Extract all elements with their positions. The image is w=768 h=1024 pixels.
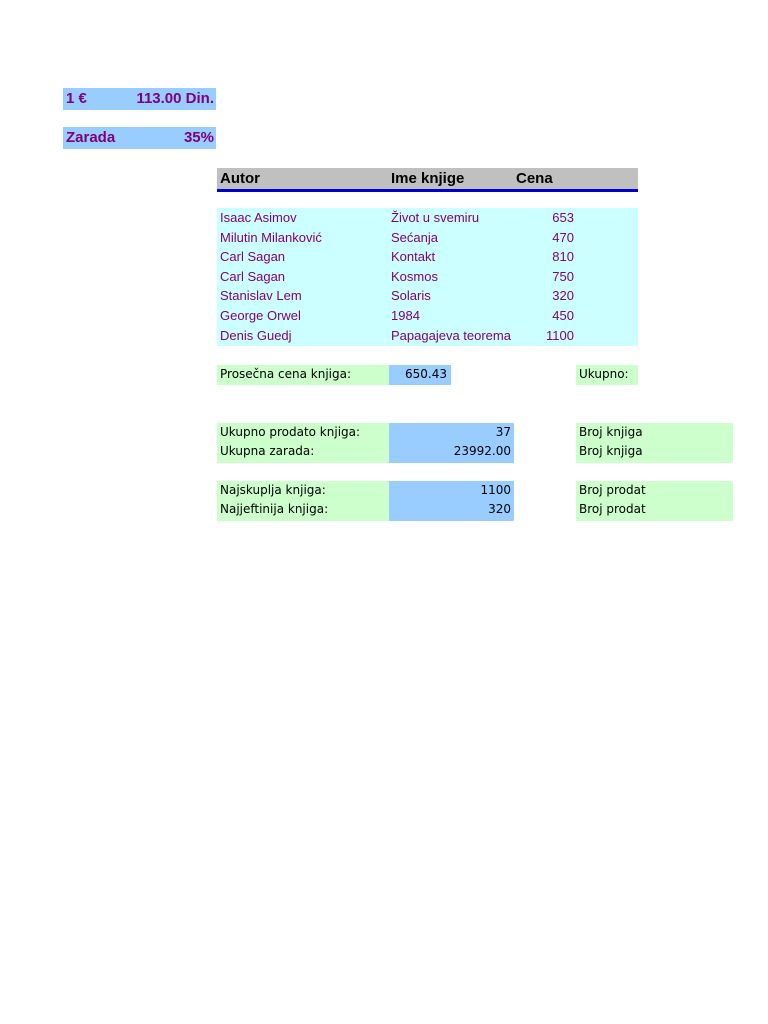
sales-right-label-1: Broj knjiga <box>579 425 643 439</box>
total-label-cell <box>576 365 638 385</box>
max-label: Najskuplja knjiga: <box>220 483 326 497</box>
row-title: Papagajeva teorema <box>391 327 511 343</box>
total-label: Ukupno: <box>579 367 629 381</box>
row-author: Isaac Asimov <box>220 210 297 225</box>
row-author: George Orwel <box>220 308 301 323</box>
table-row <box>217 210 638 230</box>
sales-label-cell <box>217 423 389 463</box>
header-rule <box>217 189 638 192</box>
row-author: Stanislav Lem <box>220 288 302 304</box>
row-title: Kontakt <box>391 249 436 265</box>
row-price: 653 <box>552 210 574 225</box>
row-title: Kosmos <box>391 268 438 284</box>
average-value: 650.43 <box>405 367 447 381</box>
max-value: 1100 <box>480 483 511 497</box>
row-title: Solaris <box>391 288 431 304</box>
row-price: 470 <box>552 229 574 245</box>
table-row <box>217 288 638 308</box>
row-title: Život u svemiru <box>391 210 480 225</box>
row-price: 750 <box>552 268 574 284</box>
row-title: 1984 <box>391 308 420 323</box>
exchange-rate-row <box>63 88 216 110</box>
row-title: Sećanja <box>391 229 438 245</box>
extremes-value-cell <box>389 481 514 521</box>
sold-value: 37 <box>495 425 511 439</box>
row-price: 810 <box>552 249 574 265</box>
average-value-cell <box>389 365 451 385</box>
sales-value-cell <box>389 423 514 463</box>
extremes-label-cell <box>217 481 389 521</box>
row-author: Denis Guedj <box>220 327 292 343</box>
extremes-right-label-1: Broj prodat <box>579 483 646 497</box>
header-title: Ime knjige <box>391 170 465 187</box>
sold-label: Ukupno prodato knjiga: <box>220 425 361 439</box>
table-row <box>217 230 638 250</box>
extremes-right-cell <box>576 481 733 521</box>
average-label-cell <box>217 365 389 385</box>
average-label: Prosečna cena knjiga: <box>220 367 352 381</box>
row-author: Carl Sagan <box>220 268 286 284</box>
row-author: Carl Sagan <box>220 249 286 265</box>
min-value: 320 <box>488 502 511 516</box>
row-author: Milutin Milanković <box>220 229 322 245</box>
table-row <box>217 308 638 328</box>
margin-label: Zarada <box>66 129 116 146</box>
min-label: Najjeftinija knjiga: <box>220 502 329 516</box>
table-row <box>217 249 638 269</box>
header-price: Cena <box>516 170 553 187</box>
row-price: 450 <box>552 308 574 323</box>
table-row <box>217 269 638 289</box>
earnings-value: 23992.00 <box>453 444 511 458</box>
margin-row <box>63 127 216 149</box>
sales-right-label-2: Broj knjiga <box>579 444 643 458</box>
row-price: 1100 <box>546 327 574 343</box>
earnings-label: Ukupna zarada: <box>220 444 315 458</box>
margin-value: 35% <box>183 129 214 146</box>
exchange-rate-label: 1 € <box>66 90 87 107</box>
table-row <box>217 328 638 348</box>
extremes-right-label-2: Broj prodat <box>579 502 646 516</box>
table-header <box>217 168 638 189</box>
sales-right-cell <box>576 423 733 463</box>
table-body <box>217 208 638 346</box>
exchange-rate-value: 113.00 Din. <box>136 90 214 107</box>
row-price: 320 <box>552 288 574 304</box>
header-author: Autor <box>220 170 260 187</box>
